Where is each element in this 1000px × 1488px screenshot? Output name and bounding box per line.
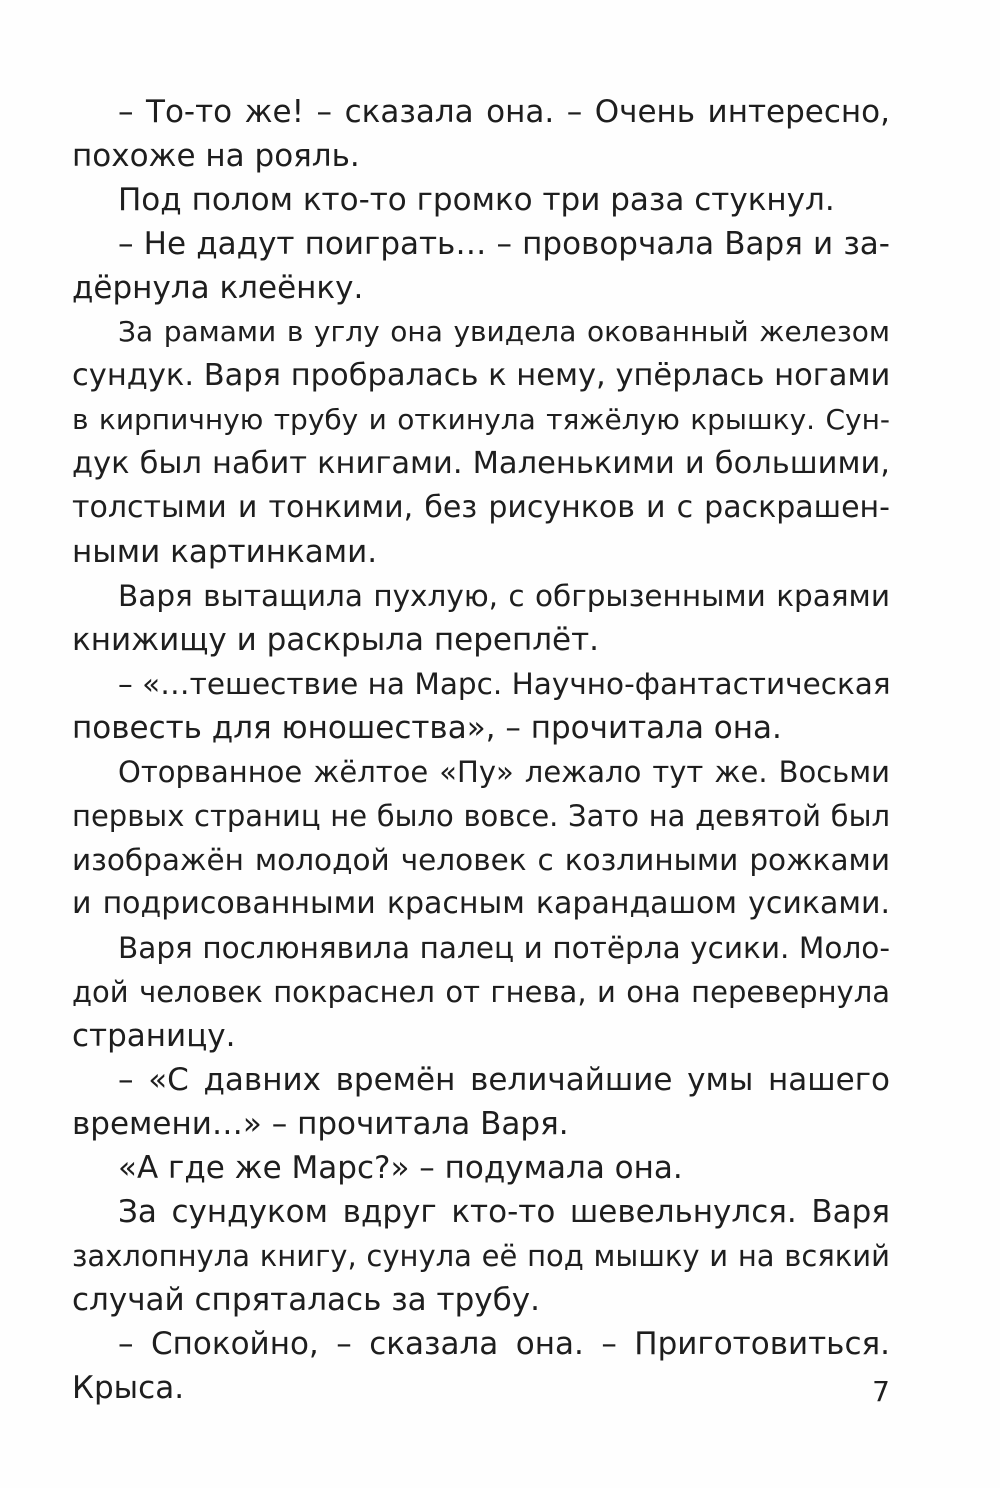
text-line: Варя послюнявила палец и потёрла усики. Моло- (118, 931, 890, 965)
text-line: повесть для юношества», – прочитала она. (72, 710, 782, 746)
text-line: «А где же Марс?» – подумала она. (118, 1150, 683, 1186)
page-number: 7 (872, 1375, 890, 1408)
text-line: дой человек покраснел от гнева, и она перевернула (72, 975, 890, 1009)
text-line: в кирпичную трубу и откинула тяжёлую крышку. Сун- (72, 403, 890, 436)
text-line: толстыми и тонкими, без рисунков и с раскрашен- (72, 490, 890, 525)
text-line: дёрнула клеёнку. (72, 270, 364, 306)
text-line: захлопнула книгу, сунула её под мышку и на всякий (72, 1239, 890, 1273)
text-line: дук был набит книгами. Маленькими и большими, (72, 446, 890, 481)
text-line: первых страниц не было вовсе. Зато на девятой был (72, 799, 890, 833)
text-line: Оторванное жёлтое «Пу» лежало тут же. Восьми (118, 755, 890, 789)
text-line: – «С давних времён величайшие умы нашего (118, 1062, 890, 1098)
text-line: книжищу и раскрыла переплёт. (72, 622, 600, 658)
text-line: – «…тешествие на Марс. Научно-фантастическая (118, 667, 891, 701)
text-line: За сундуком вдруг кто-то шевельнулся. Варя (118, 1194, 890, 1230)
text-line: Под полом кто-то громко три раза стукнул. (118, 182, 835, 218)
text-line: времени…» – прочитала Варя. (72, 1106, 569, 1142)
text-line: За рамами в углу она увидела окованный железом (118, 315, 890, 348)
text-line: – Не дадут поиграть… – проворчала Варя и за- (118, 226, 890, 262)
text-line: Крыса. (72, 1370, 185, 1406)
text-line: ными картинками. (72, 534, 378, 570)
text-line: изображён молодой человек с козлиными рожками (72, 843, 890, 877)
text-line: сундук. Варя пробралась к нему, упёрлась ногами (72, 358, 891, 393)
text-line: Варя вытащила пухлую, с обгрызенными краями (118, 579, 890, 613)
text-line: – То-то же! – сказала она. – Очень интересно, (118, 94, 890, 130)
text-line: страницу. (72, 1018, 236, 1054)
text-line: случай спряталась за трубу. (72, 1282, 540, 1318)
text-line: похоже на рояль. (72, 138, 360, 174)
text-line: – Спокойно, – сказала она. – Приготовиться. (118, 1326, 890, 1362)
text-line: и подрисованными красным карандашом усиками. (72, 886, 890, 921)
